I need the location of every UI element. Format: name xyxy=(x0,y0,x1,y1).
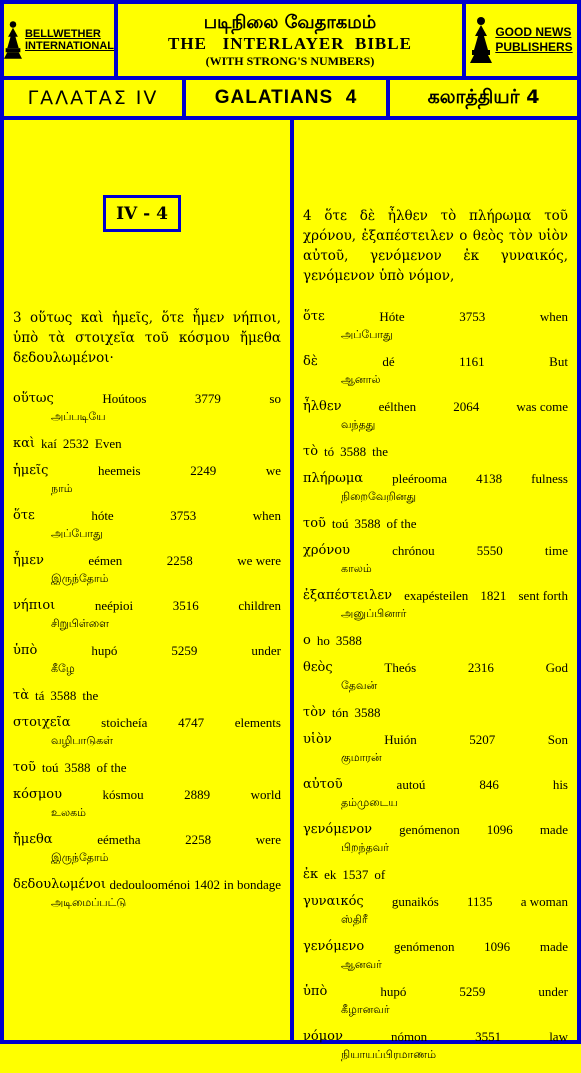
english-gloss: time xyxy=(544,543,568,558)
word-entry xyxy=(303,632,568,650)
transliteration: tón xyxy=(331,705,349,720)
strong-number: 1821 xyxy=(480,588,507,603)
strong-number: 2316 xyxy=(467,660,494,675)
strong-number: 5550 xyxy=(476,543,503,558)
logo-line1: GOOD NEWS xyxy=(495,25,572,39)
word-entry xyxy=(13,552,281,588)
english-gloss: fulness xyxy=(531,471,568,486)
tamil-gloss: கீழே xyxy=(51,662,75,675)
strong-number: 3588 xyxy=(335,633,362,648)
book-tamil xyxy=(386,76,581,120)
verse-text: 3 οὕτως καὶ ἡμεῖς, ὅτε ἦμεν νήπιοι, ὑπὸ τὰ στοιχεῖα τοῦ κόσμου ἤμεθα δεδουλωμένοι· xyxy=(13,310,281,366)
verse-text: 4 ὅτε δὲ ἦλθεν τὸ πλήρωμα τοῦ χρόνου, ἐξαπέστειλεν ο θεὸς τὸν υἱὸν αὐτοῦ, γενόμενον ἐκ γυναικός, γενόμενον ὑπὸ νόμον, xyxy=(303,208,568,284)
word-entry xyxy=(13,714,281,750)
word-entry xyxy=(13,759,281,777)
word-entry xyxy=(13,786,281,822)
word-entry xyxy=(303,542,568,578)
greek-word: τὸν xyxy=(303,705,326,720)
word-entry xyxy=(13,507,281,543)
english-gloss: world xyxy=(250,787,281,802)
transliteration: tá xyxy=(34,688,45,703)
logo-line2: INTERNATIONAL xyxy=(24,40,114,52)
english-gloss: of the xyxy=(386,516,417,531)
word-entry xyxy=(13,462,281,498)
english-gloss: But xyxy=(549,354,568,369)
logo-line1: BELLWETHER xyxy=(24,28,101,40)
greek-word: τοῦ xyxy=(13,760,36,775)
strong-number: 4138 xyxy=(476,471,503,486)
transliteration: tó xyxy=(324,444,335,459)
strong-number: 3588 xyxy=(340,444,367,459)
word-entry xyxy=(303,659,568,695)
transliteration: heemeis xyxy=(97,463,141,478)
english-gloss: children xyxy=(238,598,281,613)
english-gloss: the xyxy=(372,444,389,459)
english-gloss: when xyxy=(539,309,568,324)
strong-number: 3753 xyxy=(170,508,197,523)
greek-word: θεὸς xyxy=(303,660,333,675)
strong-number: 3779 xyxy=(194,391,221,406)
book-greek xyxy=(0,76,186,120)
logo-line2: PUBLISHERS xyxy=(495,40,573,54)
greek-word: πλήρωμα xyxy=(303,471,364,486)
goodnews-logo xyxy=(462,0,581,80)
transliteration: kaí xyxy=(41,436,57,451)
transliteration: toú xyxy=(331,516,349,531)
greek-word: ἐκ xyxy=(303,867,319,882)
strong-number: 2258 xyxy=(166,553,193,568)
greek-word: νήπιοι xyxy=(13,598,56,613)
word-entry xyxy=(13,435,281,453)
tamil-gloss: குமாரன் xyxy=(341,751,382,764)
greek-word: χρόνου xyxy=(303,543,350,558)
tamil-gloss: ஆனால் xyxy=(341,373,381,386)
greek-word: ὅτε xyxy=(303,309,325,324)
strong-number: 2889 xyxy=(184,787,211,802)
word-entry xyxy=(303,731,568,767)
strong-number: 1096 xyxy=(486,822,513,837)
word-entry xyxy=(13,597,281,633)
tamil-gloss: அடிமைப்பட்டு xyxy=(51,896,127,909)
book-greek-label: ΓΑΛΑΤΑΣ IV xyxy=(27,87,159,109)
transliteration: Hóte xyxy=(379,309,405,324)
greek-word: δεδουλωμένοι xyxy=(13,877,106,892)
greek-word: ο xyxy=(303,633,311,648)
english-gloss: Son xyxy=(547,732,568,747)
english-gloss: was come xyxy=(516,399,568,414)
transliteration: ek xyxy=(324,867,337,882)
strong-number: 2064 xyxy=(453,399,480,414)
strong-number: 3588 xyxy=(64,760,91,775)
english-gloss: of the xyxy=(96,760,127,775)
english-gloss: a woman xyxy=(520,894,568,909)
english-gloss: under xyxy=(538,984,568,999)
word-entry xyxy=(13,876,281,912)
tamil-gloss: நியாயப்பிரமாணம் xyxy=(341,1048,437,1061)
greek-word: ἐξαπέστειλεν xyxy=(303,588,392,603)
greek-word: στοιχεῖα xyxy=(13,715,71,730)
tamil-gloss: அப்போது xyxy=(51,527,103,540)
transliteration: autoú xyxy=(396,777,426,792)
word-entry xyxy=(13,831,281,867)
strong-number: 3588 xyxy=(354,516,381,531)
transliteration: pleérooma xyxy=(392,471,447,486)
transliteration: nómon xyxy=(390,1029,428,1044)
word-entry xyxy=(303,938,568,974)
word-entry xyxy=(13,687,281,705)
tamil-gloss: அனுப்பினார் xyxy=(341,607,407,620)
strong-number: 1537 xyxy=(342,867,369,882)
greek-word: ὑπὸ xyxy=(13,643,38,658)
word-entry xyxy=(303,587,568,623)
transliteration: toú xyxy=(41,760,59,775)
greek-word: τὰ xyxy=(13,688,29,703)
english-gloss: when xyxy=(252,508,281,523)
tamil-gloss: இருந்தோம் xyxy=(51,851,109,864)
transliteration: eélthen xyxy=(378,399,417,414)
word-entry xyxy=(13,390,281,426)
title-english: THE INTERLAYER BIBLE xyxy=(168,34,412,53)
bell-figure-icon xyxy=(4,16,22,64)
greek-word: δὲ xyxy=(303,354,318,369)
book-english-label: GALATIANS 4 xyxy=(214,87,358,108)
tamil-gloss: தேவன் xyxy=(341,679,378,692)
strong-number: 2532 xyxy=(62,436,89,451)
english-gloss: law xyxy=(549,1029,568,1044)
tamil-gloss: தம்முடைய xyxy=(341,796,398,809)
greek-word: τὸ xyxy=(303,444,319,459)
english-gloss: his xyxy=(552,777,568,792)
english-gloss: we xyxy=(265,463,281,478)
english-gloss: God xyxy=(545,660,568,675)
transliteration: dedoulooménoi xyxy=(109,877,191,892)
transliteration: hóte xyxy=(91,508,114,523)
strong-number: 1135 xyxy=(466,894,493,909)
greek-word: νόμον xyxy=(303,1029,343,1044)
english-gloss: made xyxy=(539,822,568,837)
strong-number: 5207 xyxy=(469,732,496,747)
greek-word: αὐτοῦ xyxy=(303,777,343,792)
tamil-gloss: அப்படியே xyxy=(51,410,106,423)
bellwether-logo xyxy=(0,0,118,80)
transliteration: Theós xyxy=(384,660,417,675)
right-content xyxy=(290,206,581,1073)
word-entry xyxy=(303,515,568,533)
word-list xyxy=(303,308,568,1064)
strong-number: 1096 xyxy=(484,939,511,954)
tamil-gloss: ஆனவர் xyxy=(341,958,382,971)
tamil-gloss: நிறைவேறினது xyxy=(341,490,417,503)
transliteration: genómenon xyxy=(393,939,455,954)
strong-number: 2249 xyxy=(190,463,217,478)
transliteration: dé xyxy=(382,354,395,369)
word-entry xyxy=(303,866,568,884)
tamil-gloss: கீழானவர் xyxy=(341,1003,390,1016)
word-entry xyxy=(303,443,568,461)
strong-number: 1161 xyxy=(459,354,485,369)
transliteration: eémen xyxy=(88,553,123,568)
bell-figure-icon xyxy=(470,16,492,64)
english-gloss: elements xyxy=(234,715,281,730)
word-entry xyxy=(303,821,568,857)
word-entry xyxy=(303,776,568,812)
transliteration: ho xyxy=(316,633,330,648)
strong-number: 2258 xyxy=(185,832,212,847)
greek-word: καὶ xyxy=(13,436,36,451)
greek-word: οὕτως xyxy=(13,391,54,406)
word-entry xyxy=(303,398,568,434)
english-gloss: so xyxy=(269,391,281,406)
english-gloss: of xyxy=(374,867,386,882)
strong-number: 4747 xyxy=(178,715,205,730)
transliteration: kósmou xyxy=(102,787,144,802)
tamil-gloss: அப்போது xyxy=(341,328,393,341)
transliteration: chrónou xyxy=(392,543,435,558)
strong-number: 5259 xyxy=(171,643,198,658)
transliteration: neépioi xyxy=(94,598,134,613)
subtitle: (WITH STRONG'S NUMBERS) xyxy=(205,54,375,68)
greek-word: ὑπὸ xyxy=(303,984,328,999)
transliteration: gunaikós xyxy=(391,894,439,909)
strong-number: 3753 xyxy=(459,309,486,324)
greek-word: ὅτε xyxy=(13,508,35,523)
transliteration: Huión xyxy=(384,732,417,747)
transliteration: hupó xyxy=(91,643,118,658)
word-entry xyxy=(303,470,568,506)
english-gloss: we were xyxy=(237,553,281,568)
tamil-gloss: பிறந்தவர் xyxy=(341,841,390,854)
english-gloss: in bondage xyxy=(223,877,281,892)
greek-word: κόσμου xyxy=(13,787,63,802)
english-gloss: under xyxy=(251,643,281,658)
english-gloss: the xyxy=(82,688,99,703)
tamil-gloss: சிறுபிள்ளை xyxy=(51,617,110,630)
tamil-gloss: உலகம் xyxy=(51,806,86,819)
chapter-label-text: IV - 4 xyxy=(116,203,168,224)
book-tamil-label: கலாத்தியர் 4 xyxy=(427,85,540,108)
title-tamil: படிநிலை வேதாகமம் xyxy=(203,12,377,33)
tamil-gloss: காலம் xyxy=(341,562,372,575)
tamil-gloss: வழிபாடுகள் xyxy=(51,734,114,747)
strong-number: 846 xyxy=(479,777,499,792)
english-gloss: sent forth xyxy=(518,588,568,603)
english-gloss: were xyxy=(255,832,281,847)
strong-number: 1402 xyxy=(194,877,221,892)
transliteration: stoicheía xyxy=(101,715,148,730)
tamil-gloss: நாம் xyxy=(51,482,73,495)
english-gloss: Even xyxy=(94,436,122,451)
word-entry xyxy=(13,642,281,678)
strong-number: 5259 xyxy=(459,984,486,999)
word-entry xyxy=(303,704,568,722)
tamil-gloss: வந்தது xyxy=(341,418,376,431)
title-block xyxy=(114,0,466,80)
word-entry xyxy=(303,1028,568,1064)
word-entry xyxy=(303,893,568,929)
book-english xyxy=(182,76,390,120)
transliteration: eémetha xyxy=(97,832,141,847)
greek-word: γενόμενον xyxy=(303,822,373,837)
word-entry xyxy=(303,983,568,1019)
strong-number: 3516 xyxy=(172,598,199,613)
left-content xyxy=(0,308,294,921)
word-list xyxy=(13,390,281,912)
strong-number: 3588 xyxy=(354,705,381,720)
strong-number: 3551 xyxy=(475,1029,502,1044)
tamil-gloss: இருந்தோம் xyxy=(51,572,109,585)
transliteration: exapésteilen xyxy=(404,588,469,603)
word-entry xyxy=(303,353,568,389)
tamil-gloss: ஸ்திரீ xyxy=(341,913,368,926)
word-entry xyxy=(303,308,568,344)
english-gloss: made xyxy=(539,939,568,954)
greek-word: γυναικός xyxy=(303,894,364,909)
greek-word: ἦμεν xyxy=(13,553,44,568)
greek-word: ἤμεθα xyxy=(13,832,53,847)
greek-word: γενόμενο xyxy=(303,939,365,954)
greek-word: υἱὸν xyxy=(303,732,332,747)
transliteration: Hoútoos xyxy=(102,391,147,406)
transliteration: hupó xyxy=(380,984,407,999)
greek-word: ἦλθεν xyxy=(303,399,342,414)
chapter-label xyxy=(103,195,181,232)
strong-number: 3588 xyxy=(50,688,77,703)
greek-word: ἡμεῖς xyxy=(13,463,49,478)
greek-word: τοῦ xyxy=(303,516,326,531)
transliteration: genómenon xyxy=(399,822,460,837)
